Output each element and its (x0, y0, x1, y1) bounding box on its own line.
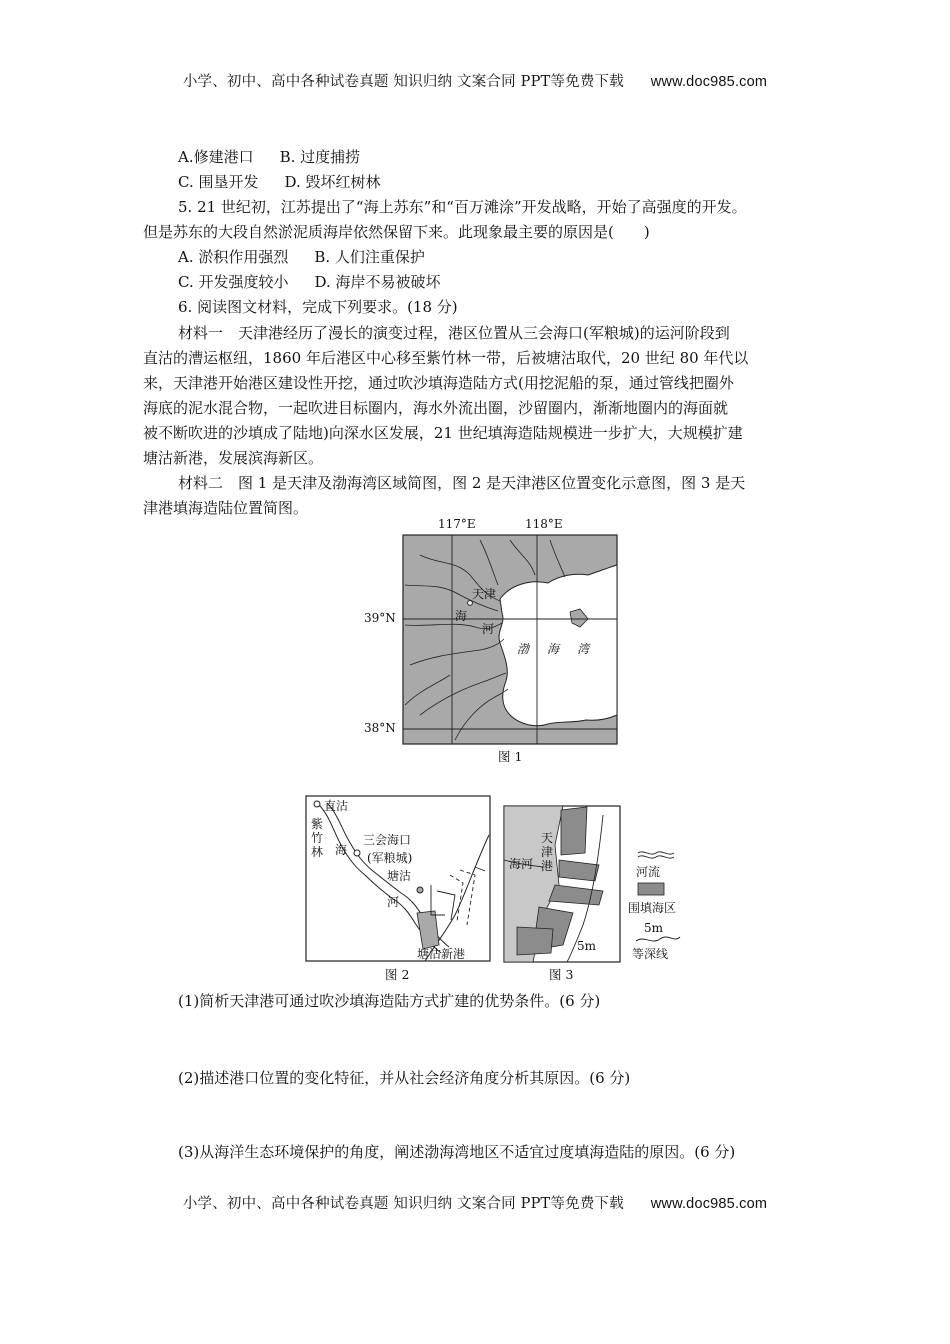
fig2-hai-label: 海 (335, 843, 348, 857)
fig2-junliang-label: (军粮城) (367, 851, 413, 865)
q5-stem-line1: 5. 21 世纪初，江苏提出了“海上苏东”和“百万滩涂”开发战略，开始了高强度的开发。 (178, 198, 747, 216)
q5-option-c: C. 开发强度较小 (178, 273, 289, 291)
fig2-zhigu-label: 直沽 (324, 799, 349, 813)
fig1-lon-118: 118°E (525, 517, 563, 531)
fig2-caption: 图 2 (385, 967, 410, 982)
fig2-xingang-label: 塘沽新港 (417, 947, 466, 961)
q4-option-a: A.修建港口 (178, 148, 254, 166)
q4-options-row2 (178, 171, 381, 193)
fig1-haihe-label-1: 海 (455, 609, 468, 623)
fig2-zizhulin-2: 竹 (311, 831, 324, 845)
material1-line: 直沽的漕运枢纽，1860 年后港区中心移至紫竹林一带，后被塘沽取代，20 世纪 80 年代以 (143, 349, 749, 367)
fig3-gang-label: 港 (541, 859, 554, 873)
material1-line: 来，天津港开始港区建设性开挖，通过吹沙填海造陆方式(用挖泥船的泵，通过管线把圈外 (143, 374, 734, 392)
material1-line: 材料一 天津港经历了漫长的演变过程，港区位置从三会海口(军粮城)的运河阶段到 (178, 324, 730, 342)
footer-site: www.doc985.com (650, 1196, 768, 1212)
fig1-lat-38: 38°N (364, 721, 396, 735)
q4-option-c: C. 围垦开发 (178, 173, 259, 191)
legend-reclaim: 围填海区 (628, 901, 677, 915)
page-footer (0, 1192, 950, 1213)
q5-options-row1 (178, 246, 425, 268)
legend-depthline: 等深线 (632, 947, 669, 961)
fig3-jin-label: 津 (541, 845, 554, 859)
q4-option-d: D. 毁坏红树林 (284, 173, 381, 191)
q5-options-row2 (178, 271, 441, 293)
fig1-bay-label-3: 湾 (577, 642, 590, 656)
fig3-caption: 图 3 (549, 967, 574, 982)
fig2-zizhulin-3: 林 (311, 845, 324, 859)
material1-line: 塘沽新港，发展滨海新区。 (143, 449, 324, 467)
fig2-sanhui-label: 三会海口 (363, 833, 412, 847)
q5-option-d: D. 海岸不易被破坏 (314, 273, 441, 291)
figure-2-map (305, 795, 491, 980)
fig2-tanggu-label: 塘沽 (387, 869, 412, 883)
fig2-he-label: 河 (387, 895, 400, 909)
figure-3-map (503, 805, 621, 980)
q4-options-row1 (178, 146, 360, 168)
fig2-zizhulin-1: 紫 (311, 817, 324, 831)
q4-option-b: B. 过度捕捞 (279, 148, 361, 166)
page-header (0, 70, 950, 91)
fig3-haihe-label: 海河 (509, 857, 534, 871)
legend-river: 河流 (636, 865, 661, 879)
material2-line: 材料二 图 1 是天津及渤海湾区域简图，图 2 是天津港区位置变化示意图，图 3 是天 (178, 474, 746, 492)
fig3-tian-label: 天 (541, 831, 554, 845)
fig1-haihe-label-2: 河 (482, 622, 495, 636)
fig1-bay-label-2: 海 (547, 642, 560, 656)
q5-option-a: A. 淤积作用强烈 (178, 248, 289, 266)
q6-sub1: (1)简析天津港可通过吹沙填海造陆方式扩建的优势条件。(6 分) (178, 992, 601, 1010)
fig1-bay-label-1: 渤 (517, 642, 530, 656)
q6-intro: 6. 阅读图文材料，完成下列要求。(18 分) (178, 298, 458, 316)
header-text: 小学、初中、高中各种试卷真题 知识归纳 文案合同 PPT等免费下载 (182, 74, 624, 90)
q6-sub2: (2)描述港口位置的变化特征，并从社会经济角度分析其原因。(6 分) (178, 1069, 631, 1087)
fig3-depth-label: 5m (577, 939, 597, 953)
material1-line: 被不断吹进的沙填成了陆地)向深水区发展，21 世纪填海造陆规模进一步扩大，大规模扩建 (143, 424, 743, 442)
header-site: www.doc985.com (650, 74, 768, 90)
fig1-lat-39: 39°N (364, 611, 396, 625)
fig1-lon-117: 117°E (438, 517, 476, 531)
footer-text: 小学、初中、高中各种试卷真题 知识归纳 文案合同 PPT等免费下载 (182, 1196, 624, 1212)
fig1-tianjin-label: 天津 (472, 587, 497, 601)
material1-line: 海底的泥水混合物，一起吹进目标圈内，海水外流出圈，沙留圈内，渐渐地圈内的海面就 (143, 399, 729, 417)
q5-option-b: B. 人们注重保护 (314, 248, 425, 266)
figure-1-map (360, 515, 630, 765)
legend-depth-value: 5m (644, 921, 664, 935)
figure-legend (628, 845, 688, 970)
q6-sub3: (3)从海洋生态环境保护的角度，阐述渤海湾地区不适宜过度填海造陆的原因。(6 分) (178, 1143, 736, 1161)
q5-stem-line2: 但是苏东的大段自然淤泥质海岸依然保留下来。此现象最主要的原因是( ) (143, 223, 650, 241)
fig1-caption: 图 1 (498, 749, 523, 764)
material2-line: 津港填海造陆位置简图。 (143, 499, 309, 517)
